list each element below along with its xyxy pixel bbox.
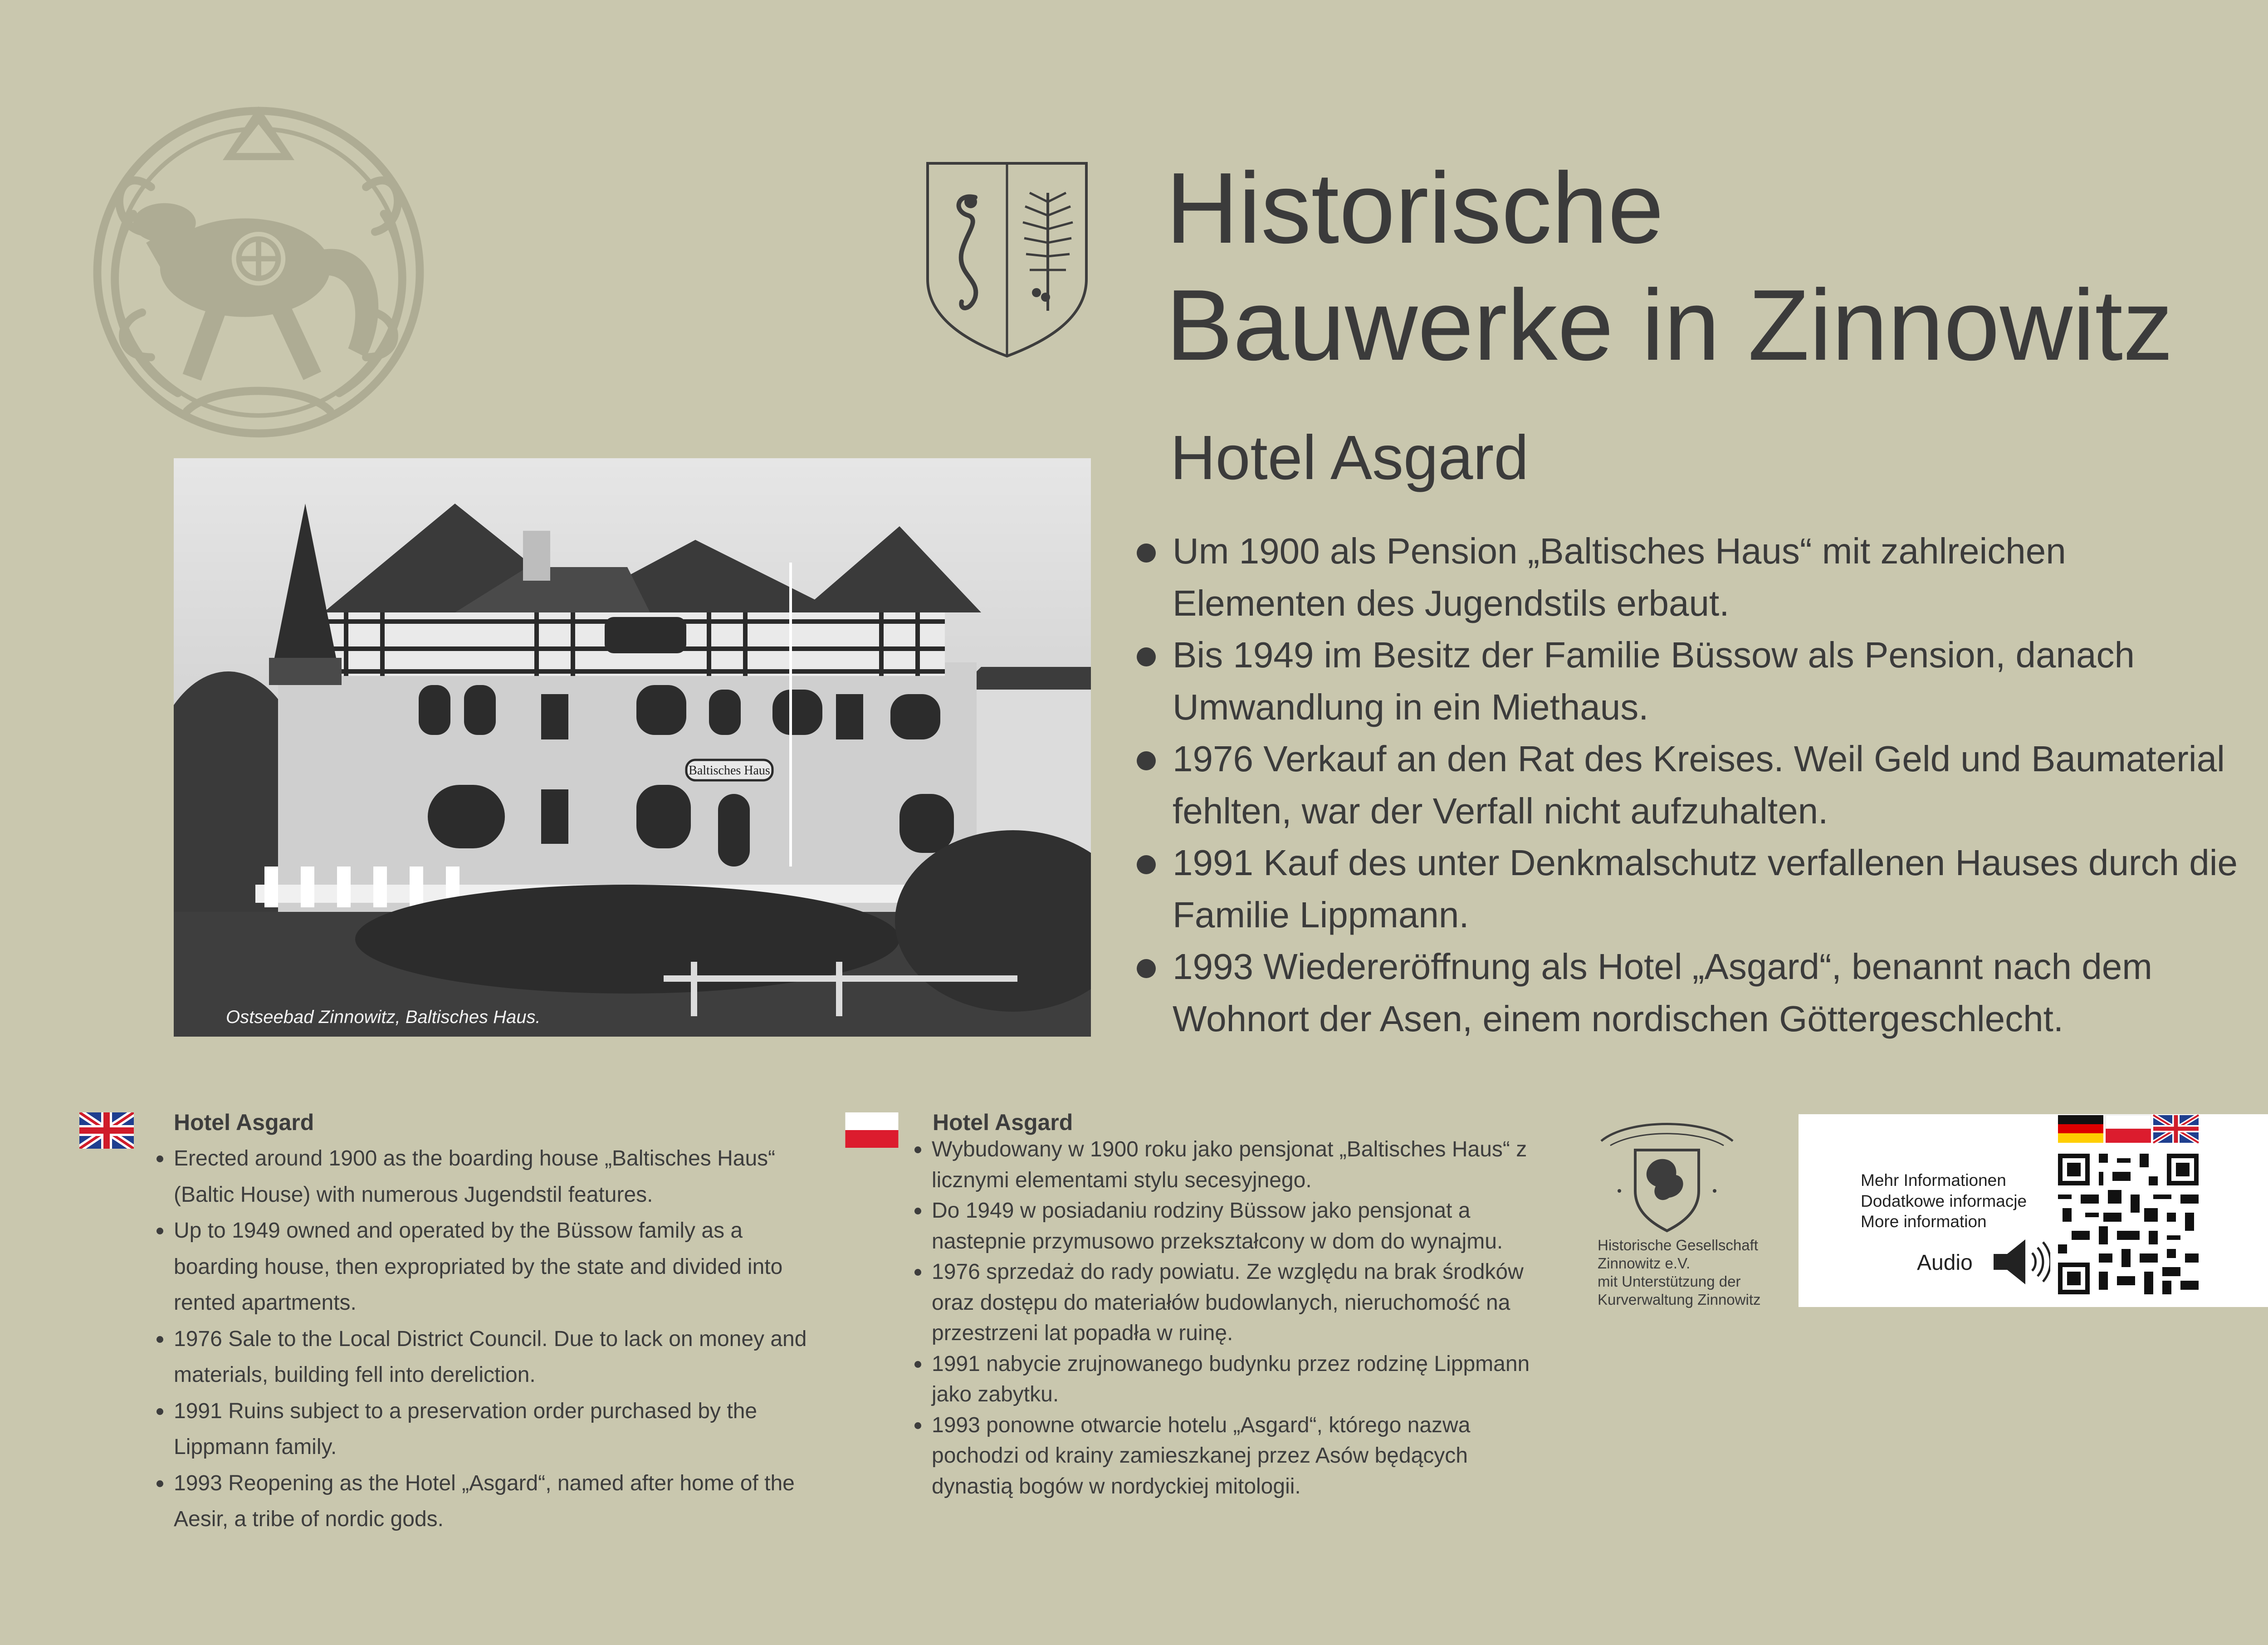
list-item: Bis 1949 im Besitz der Familie Büssow als Pension, danach Umwandlung in ein Miethaus. bbox=[1134, 629, 2245, 733]
page-title bbox=[1166, 150, 2173, 384]
page-title-line-2: Bauwerke in Zinnowitz bbox=[1166, 269, 2173, 382]
building-sign-text: Baltisches Haus bbox=[689, 764, 770, 778]
list-item: 1976 Sale to the Local District Council. Due to lack on money and materials, building fell into dereliction. bbox=[156, 1321, 813, 1393]
photo-caption: Ostseebad Zinnowitz, Baltisches Haus. bbox=[226, 1007, 541, 1027]
info-line-pl: Dodatkowe informacje bbox=[1861, 1191, 2027, 1210]
list-item: 1976 sprzedaż do rady powiatu. Ze względu na brak środków oraz dostępu do materiałów budowlanych, nieruchomość na przestrzeni lat popadła w ruinę. bbox=[914, 1257, 1535, 1349]
audio-label: Audio bbox=[1917, 1251, 1973, 1275]
list-item: 1991 Ruins subject to a preservation order purchased by the Lippmann family. bbox=[156, 1393, 813, 1465]
historical-society-logo-icon bbox=[1592, 1114, 1742, 1236]
uk-flag-icon bbox=[79, 1112, 134, 1149]
qr-code-icon[interactable] bbox=[2058, 1154, 2199, 1294]
info-line-en: More information bbox=[1861, 1212, 1987, 1231]
list-item: Erected around 1900 as the boarding house „Baltisches Haus“ (Baltic House) with numerous Jugendstil features. bbox=[156, 1141, 813, 1213]
nordic-rider-emblem-icon bbox=[79, 88, 438, 447]
historical-society-credits bbox=[1598, 1236, 1761, 1309]
language-flags-icon bbox=[2058, 1114, 2200, 1144]
german-bullet-list bbox=[1134, 525, 2245, 1045]
polish-bullet-list bbox=[914, 1134, 1535, 1502]
list-item: 1993 Wiedereröffnung als Hotel „Asgard“, benannt nach dem Wohnort der Asen, einem nordischen Göttergeschlecht. bbox=[1134, 941, 2245, 1045]
list-item: Up to 1949 owned and operated by the Büssow family as a boarding house, then expropriated by the state and divided into rented apartments. bbox=[156, 1213, 813, 1321]
list-item: 1976 Verkauf an den Rat des Kreises. Weil Geld und Baumaterial fehlten, war der Verfall nicht aufzuhalten. bbox=[1134, 733, 2245, 837]
more-information-box bbox=[1799, 1114, 2268, 1307]
zinnowitz-coat-of-arms-icon bbox=[925, 161, 1089, 358]
society-line-4: Kurverwaltung Zinnowitz bbox=[1598, 1291, 1761, 1308]
list-item: Um 1900 als Pension „Baltisches Haus“ mit zahlreichen Elementen des Jugendstils erbaut. bbox=[1134, 525, 2245, 629]
polish-title: Hotel Asgard bbox=[933, 1110, 1073, 1135]
english-title: Hotel Asgard bbox=[174, 1110, 314, 1135]
society-line-2: Zinnowitz e.V. bbox=[1598, 1255, 1691, 1272]
list-item: 1991 Kauf des unter Denkmalschutz verfallenen Hauses durch die Familie Lippmann. bbox=[1134, 837, 2245, 941]
list-item: Wybudowany w 1900 roku jako pensjonat „Baltisches Haus“ z licznymi elementami stylu secesyjnego. bbox=[914, 1134, 1535, 1195]
poland-flag-icon bbox=[845, 1112, 899, 1148]
english-bullet-list bbox=[156, 1141, 813, 1537]
historic-photo bbox=[174, 458, 1091, 1037]
info-line-de: Mehr Informationen bbox=[1861, 1171, 2006, 1190]
speaker-icon bbox=[1991, 1236, 2050, 1288]
list-item: 1993 ponowne otwarcie hotelu „Asgard“, którego nazwa pochodzi od krainy zamieszkanej przez Asów będących dynastią bogów w nordyckiej mitologii. bbox=[914, 1410, 1535, 1502]
section-subtitle: Hotel Asgard bbox=[1170, 423, 1529, 493]
list-item: 1993 Reopening as the Hotel „Asgard“, named after home of the Aesir, a tribe of nordic gods. bbox=[156, 1465, 813, 1537]
more-information-text bbox=[1861, 1170, 2027, 1232]
society-line-1: Historische Gesellschaft bbox=[1598, 1237, 1758, 1253]
list-item: 1991 nabycie zrujnowanego budynku przez rodzinę Lippmann jako zabytku. bbox=[914, 1349, 1535, 1410]
page-title-line-1: Historische bbox=[1166, 152, 1664, 264]
list-item: Do 1949 w posiadaniu rodziny Büssow jako pensjonat a nastepnie przymusowo przekształcony w dom do wynajmu. bbox=[914, 1195, 1535, 1257]
society-line-3: mit Unterstützung der bbox=[1598, 1273, 1741, 1290]
